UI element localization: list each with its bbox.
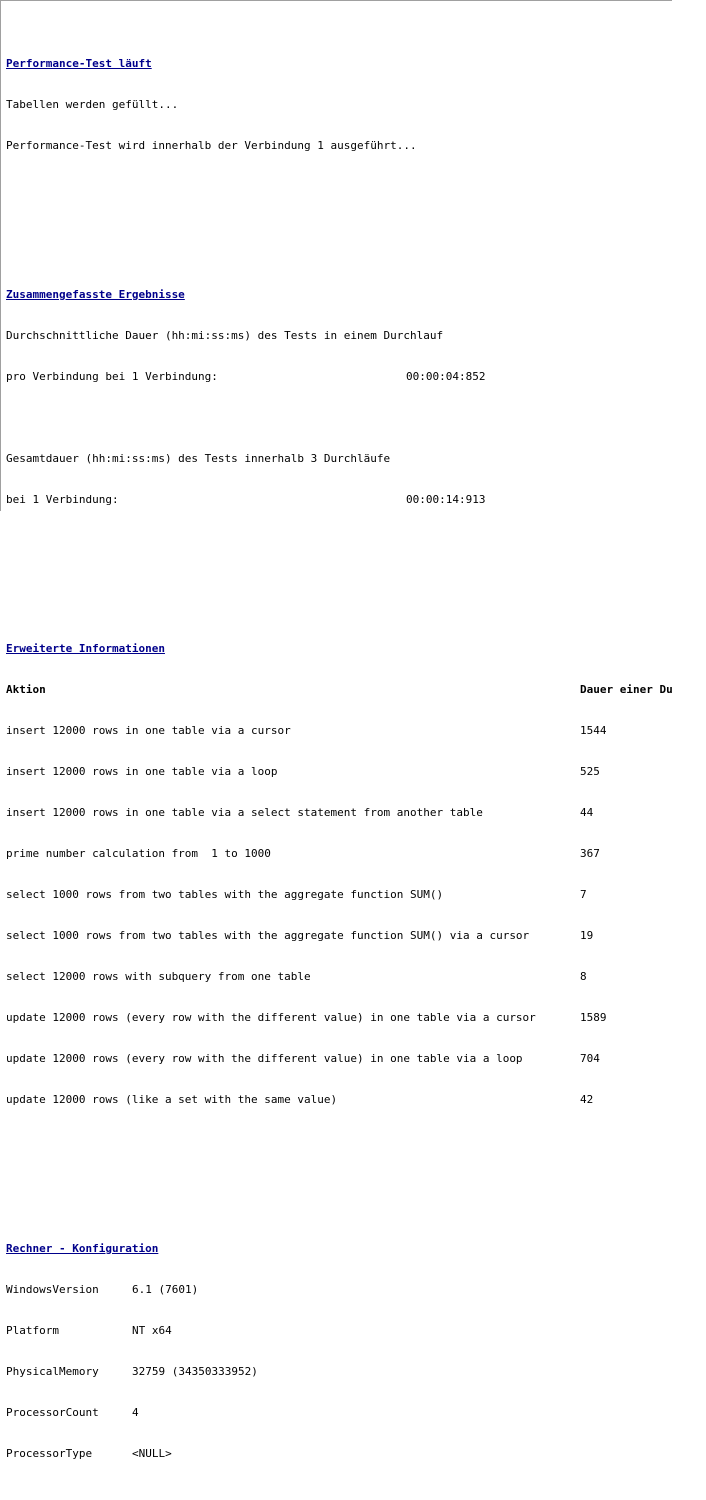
config-row (6, 1364, 706, 1379)
config-key: WindowsVersion (6, 1283, 99, 1296)
status-line: Tabellen werden gefüllt... (6, 98, 179, 111)
table-row (6, 723, 706, 738)
table-row (6, 887, 706, 902)
row-duration: 19 (580, 929, 594, 942)
row-duration: 1589 (580, 1011, 607, 1024)
table-row (6, 969, 706, 984)
row-action: prime number calculation from 1 to 1000 (6, 847, 271, 860)
row-duration: 44 (580, 806, 594, 819)
status-line: Performance-Test wird innerhalb der Verbindung 1 ausgeführt... (6, 139, 417, 152)
config-row (6, 1282, 706, 1297)
avg-duration-value: 00:00:04:852 (406, 370, 486, 383)
row-duration: 7 (580, 888, 587, 901)
config-key: PhysicalMemory (6, 1365, 99, 1378)
table-row (6, 1051, 706, 1066)
column-header-duration: Dauer einer Du (580, 683, 673, 696)
row-action: select 12000 rows with subquery from one table (6, 970, 311, 983)
row-action: select 1000 rows from two tables with the aggregate function SUM() via a cursor (6, 929, 530, 942)
row-duration: 8 (580, 970, 587, 983)
row-action: update 12000 rows (like a set with the same value) (6, 1093, 338, 1106)
row-action: insert 12000 rows in one table via a cursor (6, 724, 291, 737)
avg-duration-row (6, 369, 706, 384)
row-action: update 12000 rows (every row with the different value) in one table via a loop (6, 1052, 523, 1065)
row-duration: 525 (580, 765, 600, 778)
extended-heading: Erweiterte Informationen (6, 642, 165, 655)
total-duration-description: Gesamtdauer (hh:mi:ss:ms) des Tests innerhalb 3 Durchläufe (6, 452, 391, 465)
config-key: ProcessorCount (6, 1406, 99, 1419)
config-value: <NULL> (132, 1447, 172, 1460)
table-row (6, 764, 706, 779)
summary-heading: Zusammengefasste Ergebnisse (6, 288, 185, 301)
row-duration: 1544 (580, 724, 607, 737)
config-value: 6.1 (7601) (132, 1283, 199, 1296)
table-row (6, 1010, 706, 1025)
table-row (6, 846, 706, 861)
row-action: insert 12000 rows in one table via a select statement from another table (6, 806, 483, 819)
config-value: 4 (132, 1406, 139, 1419)
config-heading: Rechner - Konfiguration (6, 1242, 159, 1255)
table-row (6, 928, 706, 943)
config-value: NT x64 (132, 1324, 172, 1337)
config-key: ProcessorType (6, 1447, 93, 1460)
row-action: insert 12000 rows in one table via a loop (6, 765, 278, 778)
avg-duration-label: pro Verbindung bei 1 Verbindung: (6, 370, 218, 383)
total-duration-row (6, 492, 706, 507)
total-duration-label: bei 1 Verbindung: (6, 493, 119, 506)
status-heading: Performance-Test läuft (6, 57, 152, 70)
row-action: update 12000 rows (every row with the different value) in one table via a cursor (6, 1011, 536, 1024)
row-duration: 42 (580, 1093, 594, 1106)
avg-duration-description: Durchschnittliche Dauer (hh:mi:ss:ms) des Tests in einem Durchlauf (6, 329, 444, 342)
row-duration: 704 (580, 1052, 600, 1065)
config-row (6, 1446, 706, 1461)
table-row (6, 805, 706, 820)
config-row (6, 1323, 706, 1338)
results-text (6, 4, 706, 1500)
table-row (6, 1092, 706, 1107)
row-action: select 1000 rows from two tables with the aggregate function SUM() (6, 888, 444, 901)
row-duration: 367 (580, 847, 600, 860)
config-value: 32759 (34350333952) (132, 1365, 258, 1378)
extended-table-header (6, 682, 706, 697)
config-key: Platform (6, 1324, 59, 1337)
total-duration-value: 00:00:14:913 (406, 493, 486, 506)
config-row (6, 1405, 706, 1420)
column-header-action: Aktion (6, 683, 46, 696)
